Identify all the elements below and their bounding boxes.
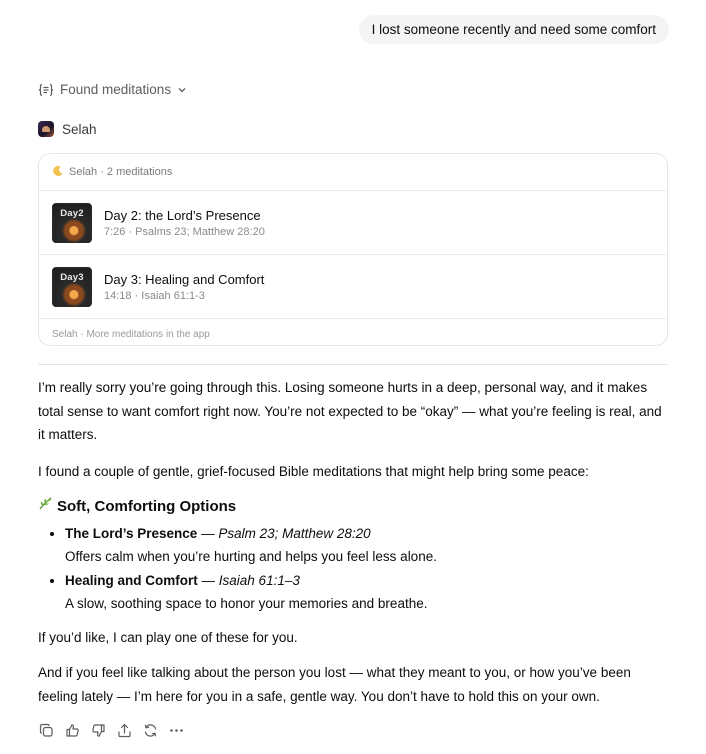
response-paragraph: I found a couple of gentle, grief-focused Bible meditations that might help bring some peace: [38,463,589,479]
meditation-item[interactable] [39,191,667,255]
thumbs-down-icon[interactable] [90,722,106,738]
assistant-response [38,376,672,708]
copy-icon[interactable] [38,722,54,738]
meditations-card [38,153,668,346]
meditation-item[interactable] [39,255,667,319]
list-item [65,569,672,616]
tool-braces-icon [38,83,54,97]
herb-icon [38,495,53,519]
option-separator: — [197,525,219,541]
meditation-thumbnail: Day2 [52,203,92,243]
meditation-subtitle: 14:18 · Isaiah 61:1-3 [104,289,205,302]
card-header-label: Selah · 2 meditations [69,166,173,178]
more-icon[interactable] [168,722,184,738]
moon-icon [52,165,64,180]
option-separator: — [197,572,219,588]
divider [38,364,668,365]
message-actions [38,722,184,738]
response-paragraph: If you’d like, I can play one of these for you. [38,629,298,645]
option-reference: Isaiah 61:1–3 [218,572,300,588]
user-message-bubble: I lost someone recently and need some comfort [359,15,669,44]
option-name: The Lord’s Presence [65,525,198,541]
regenerate-icon[interactable] [142,722,158,738]
chevron-down-icon [177,85,187,95]
option-reference: Psalm 23; Matthew 28:20 [218,525,371,541]
meditation-subtitle: 7:26 · Psalms 23; Matthew 28:20 [104,225,265,238]
card-header [39,154,667,191]
share-icon[interactable] [116,722,132,738]
option-description: Offers calm when you’re hurting and helps you feel less alone. [65,549,437,564]
card-footer-link[interactable]: Selah · More meditations in the app [52,328,210,340]
selah-app-icon [38,121,54,137]
meditation-title: Day 2: the Lord’s Presence [104,207,261,223]
meditation-thumbnail: Day3 [52,267,92,307]
list-item [65,522,672,569]
section-heading-label: Soft, Comforting Options [57,498,237,515]
tool-status-label: Found meditations [60,82,172,97]
option-name: Healing and Comfort [65,572,198,588]
response-paragraph: And if you feel like talking about the person you lost — what they meant to you, or how you’ve been feeling lately — I’m here for you in a safe, gentle way. You don’t have to hold this on your own. [38,665,631,704]
section-heading [38,495,672,519]
tool-status-toggle[interactable] [38,82,187,97]
app-name: Selah [62,121,97,137]
app-attribution [38,121,97,137]
meditation-title: Day 3: Healing and Comfort [104,271,265,287]
options-list [38,522,672,616]
thumbs-up-icon[interactable] [64,722,80,738]
response-paragraph: I’m really sorry you’re going through this. Losing someone hurts in a deep, personal way, and it makes total sense to want comfort right now. You’re not expected to be “okay” — what you’re feeling is real, and it matters. [38,380,662,442]
option-description: A slow, soothing space to honor your memories and breathe. [65,596,428,611]
